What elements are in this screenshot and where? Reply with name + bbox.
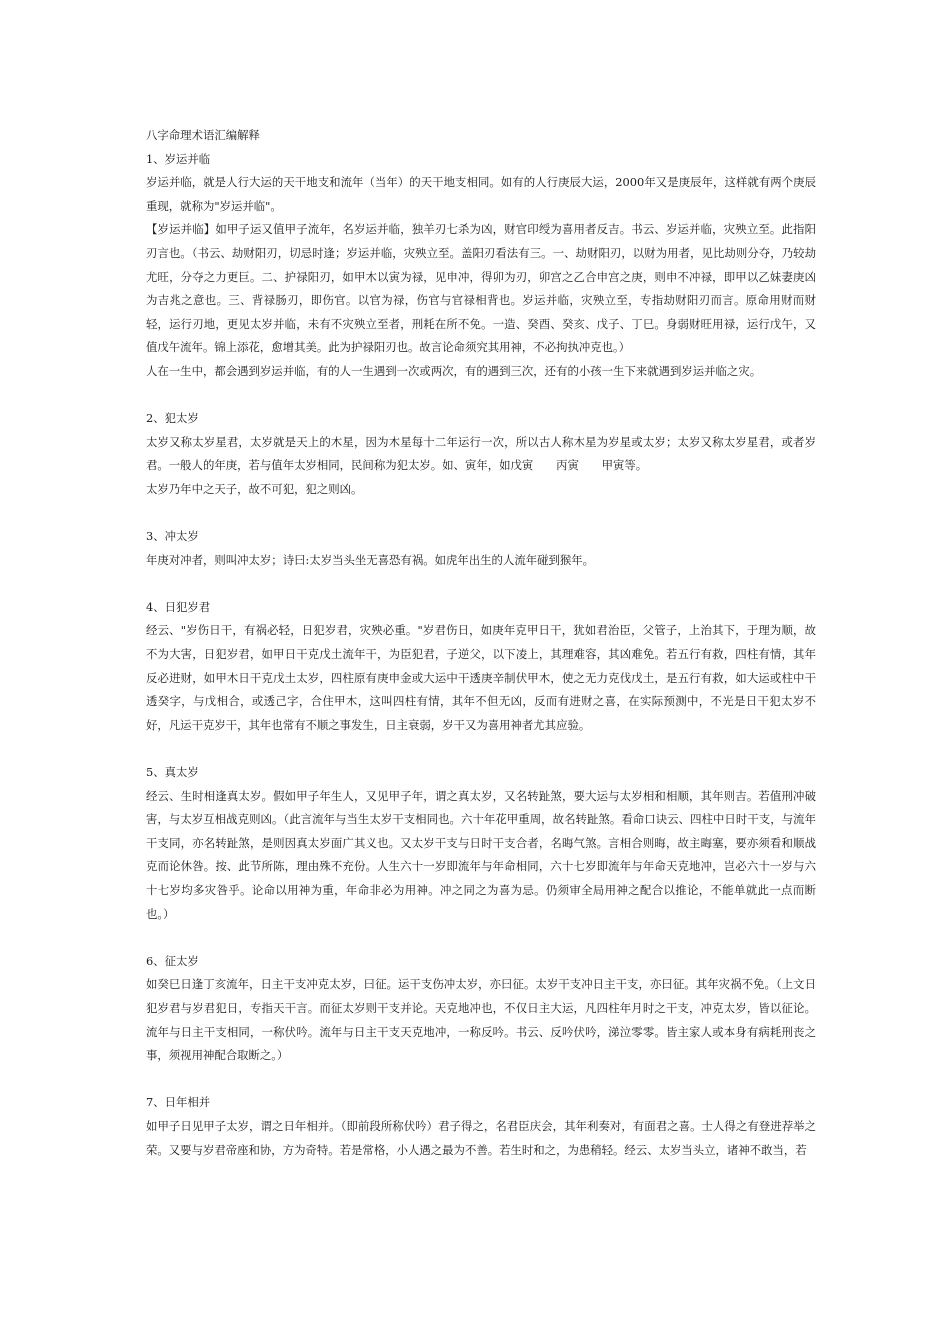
section-heading: 6、征太岁 [146,953,199,968]
section-paragraph: 【岁运并临】如甲子运又值甲子流年，名岁运并临，独羊刃七杀为凶，财官印绶为喜用者反吉。书云、岁运并临，灾殃立至。此指阳刃言也。（书云、劫财阳刃，切忌时逢；岁运并临，灾殃立至。盖阳刃看法有三。一、劫财阳刃，以财为用者，见比劫则分夺，乃较劫尤旺，分夺之力更巨。二、护禄阳刃，如甲木以寅为禄，见申冲，得卯为刃，卯宫之乙合申宫之庚，则申不冲禄，即甲以乙妹妻庚凶为吉兆之意也。三、背禄肠刃，即伤官。以官为禄，伤官与官禄相背也。岁运并临，灾殃立至，专指劫财阳刃而言。原命用财而财轻，运行刃地，更见太岁并临，未有不灾殃立至者，刑耗在所不免。一造、癸酉、癸亥、戊子、丁巳。身弱财旺用禄，运行戊午，又值戊午流年。锦上添花，愈增其美。此为护禄阳刃也。故言论命须究其用神，不必拘执冲克也。） [146,222,816,355]
section-3 [146,525,816,572]
section-paragraph: 太岁乃年中之天子，故不可犯，犯之则凶。 [146,481,363,496]
section-paragraph: 岁运并临，就是人行大运的天干地支和流年（当年）的天干地支相同。如有的人行庚辰大运，2000年又是庚辰年，这样就有两个庚辰重现，就称为"岁运并临"。 [146,175,816,213]
section-spacer [146,384,816,408]
document-page [146,124,816,1162]
section-heading: 4、日犯岁君 [146,599,211,614]
section-paragraph: 如癸巳日逢丁亥流年，日主干支冲克太岁，曰征。运干支伤冲太岁，亦曰征。太岁干支冲日主干支，亦曰征。其年灾祸不免。（上文日犯岁君与岁君犯日，专指天干言。而征太岁则干支并论。天克地冲也，不仅日主大运，凡四柱年月时之干支，冲克太岁，皆以征论。流年与日主干支相同，一称伏吟。流年与日主干支天克地冲，一称反吟。书云、反吟伏吟，涕泣零零。皆主家人或本身有病耗刑丧之事，须视用神配合取断之。） [146,977,816,1063]
section-spacer [146,926,816,950]
section-paragraph: 年庚对冲者，则叫冲太岁；诗曰:太岁当头坐无喜恐有祸。如虎年出生的人流年碰到猴年。 [146,552,595,567]
section-spacer [146,572,816,596]
section-paragraph: 人在一生中，都会遇到岁运并临，有的人一生遇到一次或两次，有的遇到三次，还有的小孩一生下来就遇到岁运并临之灾。 [146,363,762,378]
section-heading: 7、日年相并 [146,1095,211,1110]
section-2 [146,407,816,501]
section-1 [146,148,816,384]
section-heading: 3、冲太岁 [146,529,199,544]
section-paragraph: 经云、生时相逢真太岁。假如甲子年生人，又见甲子年，谓之真太岁，又名转趾煞，要大运与太岁相和相顺，其年则吉。若值刑冲破害，与太岁互相战克则凶。（此言流年与当生太岁干支相同也。六十年花甲重周，故名转趾煞。看命口诀云、四柱中日时干支，与流年干支同，亦名转趾煞，是则因真太岁面广其义也。又太岁干支与日时干支合者，名晦气煞。言相合则晦，故主晦塞，要亦须看和顺战克而论休咎。按、此节所陈，理由殊不充份。人生六十一岁即流年与年命相同，六十七岁即流年与年命天克地冲，岂必六十一岁与六十七岁均多灾咎乎。论命以用神为重，年命非必为用神。冲之同之为喜为忌。仍须审全局用神之配合以推论，不能单就此一点而断也。） [146,788,816,921]
document-title: 八字命理术语汇编解释 [146,128,260,142]
section-paragraph: 如甲子日见甲子太岁，谓之日年相并。（即前段所称伏吟）君子得之，名君臣庆会，其年利奏对，有面君之喜。士人得之有登进荐举之荣。又要与岁君帝座和协，方为奇特。若是常格，小人遇之最为不善。若生时和之，为患稍轻。经云、太岁当头立，诸神不敢当，若 [146,1118,816,1157]
section-spacer [146,1068,816,1092]
section-paragraph: 经云、"岁伤日干，有祸必轻，日犯岁君，灾殃必重。"岁君伤日，如庚年克甲日干，犹如君治臣，父管子，上治其下，于理为顺，故不为大害，日犯岁君，如甲日干克戊土流年干，为臣犯君，子逆父，以下凌上，其理难容，其凶难免。若五行有救，四柱有情，其年反必进财，如甲木日干克戊土太岁，四柱原有庚申金或大运中干透庚辛制伏甲木，使之无力克伐戊土，是五行有救，如大运或柱中干透癸字，与戊相合，或透己字，合住甲木，这叫四柱有情，其年不但无凶，反而有进财之喜，在实际预测中，不光是日干犯太岁不好，凡运干克岁干，其年也常有不顺之事发生，日主衰弱，岁干又为喜用神者尤其应验。 [146,623,816,732]
section-heading: 5、真太岁 [146,765,199,780]
section-4 [146,596,816,738]
section-heading: 1、岁运并临 [146,151,211,166]
section-heading: 2、犯太岁 [146,411,199,426]
section-spacer [146,737,816,761]
section-5 [146,761,816,926]
section-paragraph: 太岁又称太岁星君，太岁就是天上的木星，因为木星每十二年运行一次，所以古人称木星为岁星或太岁；太岁又称太岁星君，或者岁君。一般人的年庚，若与值年太岁相同，民间称为犯太岁。如、寅年，如戊寅 丙寅 甲寅等。 [146,434,816,473]
section-spacer [146,502,816,526]
section-7 [146,1091,816,1162]
section-6 [146,950,816,1068]
